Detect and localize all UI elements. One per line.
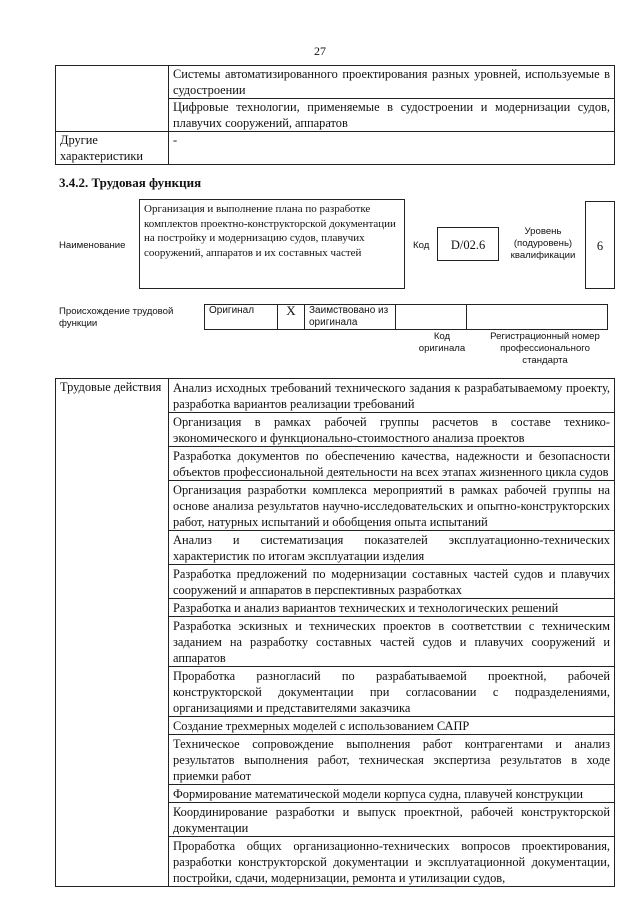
- list-item: Разработка предложений по модернизации составных частей судов и плавучих сооружений и аппаратов в перспективных разработках: [169, 565, 615, 599]
- original-mark: X: [278, 305, 305, 330]
- row-label: Другие характеристики: [56, 132, 169, 165]
- borrowed-label: Заимствовано из оригинала: [305, 305, 396, 330]
- name-label: Наименование: [59, 240, 126, 251]
- list-item: Координирование разработки и выпуск проектной, рабочей конструкторской документации: [169, 803, 615, 837]
- function-code-box: D/02.6: [437, 227, 499, 261]
- table-row: [56, 132, 615, 165]
- list-item: Организация в рамках рабочей группы расчетов в составе технико-экономического и функционально-стоимостного анализа проектов: [169, 413, 615, 447]
- reg-number-cell: [467, 305, 608, 330]
- list-item: Разработка документов по обеспечению качества, надежности и безопасности объектов профессиональной деятельности на всех этапах жизненного цикла судов: [169, 447, 615, 481]
- row-text: -: [169, 132, 615, 165]
- list-item: Создание трехмерных моделей с использованием САПР: [169, 717, 615, 735]
- reg-caption: Регистрационный номер профессионального стандарта: [490, 331, 600, 366]
- list-item: Анализ исходных требований технического задания к разрабатываемому проекту, разработка вариантов реализации требований: [169, 379, 615, 413]
- code-caption: Код оригинала: [418, 331, 466, 354]
- row-text: Цифровые технологии, применяемые в судостроении и модернизации судов, плавучих сооружений, аппаратов: [169, 99, 615, 132]
- list-item: Разработка эскизных и технических проектов в соответствии с техническим заданием на разработку составных частей судов и плавучих сооружений и аппаратов: [169, 617, 615, 667]
- list-item: Организация разработки комплекса мероприятий в рамках рабочей группы на основе анализа результатов научно-исследовательских и опытно-конструкторских работ, натурных испытаний и обобщения опыта испытаний: [169, 481, 615, 531]
- list-item: Техническое сопровождение выполнения работ контрагентами и анализ результатов выполнения работ, техническая экспертиза результатов в ходе приемки работ: [169, 735, 615, 785]
- labor-actions-table: [55, 378, 615, 887]
- table-row: [56, 66, 615, 99]
- list-item: Проработка общих организационно-технических вопросов проектирования, разработки конструкторской документации и эксплуатационной документации, постройки, сдачи, модернизации, ремонта и утилизации судов,: [169, 837, 615, 887]
- origin-label: Происхождение трудовой функции: [59, 306, 174, 329]
- labor-actions-label: Трудовые действия: [56, 379, 169, 887]
- code-label: Код: [413, 240, 430, 251]
- page-number: 27: [314, 44, 326, 58]
- table-row: [56, 379, 615, 413]
- function-name-box: Организация и выполнение плана по разработке комплектов проектно-конструкторской документации на постройку и модернизацию судов, плавучих сооружений, аппаратов и их составных частей: [139, 199, 405, 289]
- list-item: Анализ и систематизация показателей эксплуатационно-технических характеристик по итогам эксплуатации изделия: [169, 531, 615, 565]
- level-box: 6: [585, 201, 615, 289]
- origin-table: [204, 304, 608, 330]
- list-item: Формирование математической модели корпуса судна, плавучей конструкции: [169, 785, 615, 803]
- section-heading: 3.4.2. Трудовая функция: [59, 175, 202, 190]
- row-text: Системы автоматизированного проектирования разных уровней, используемые в судостроении: [169, 66, 615, 99]
- original-label: Оригинал: [205, 305, 278, 330]
- list-item: Разработка и анализ вариантов технических и технологических решений: [169, 599, 615, 617]
- origin-code-cell: [396, 305, 467, 330]
- row-label: [56, 66, 169, 132]
- list-item: Проработка разногласий по разрабатываемой проектной, рабочей конструкторской документации при согласовании с подразделениями, организациями и представителями заказчика: [169, 667, 615, 717]
- level-label: Уровень (подуровень) квалификации: [510, 226, 576, 261]
- characteristics-table: [55, 65, 615, 165]
